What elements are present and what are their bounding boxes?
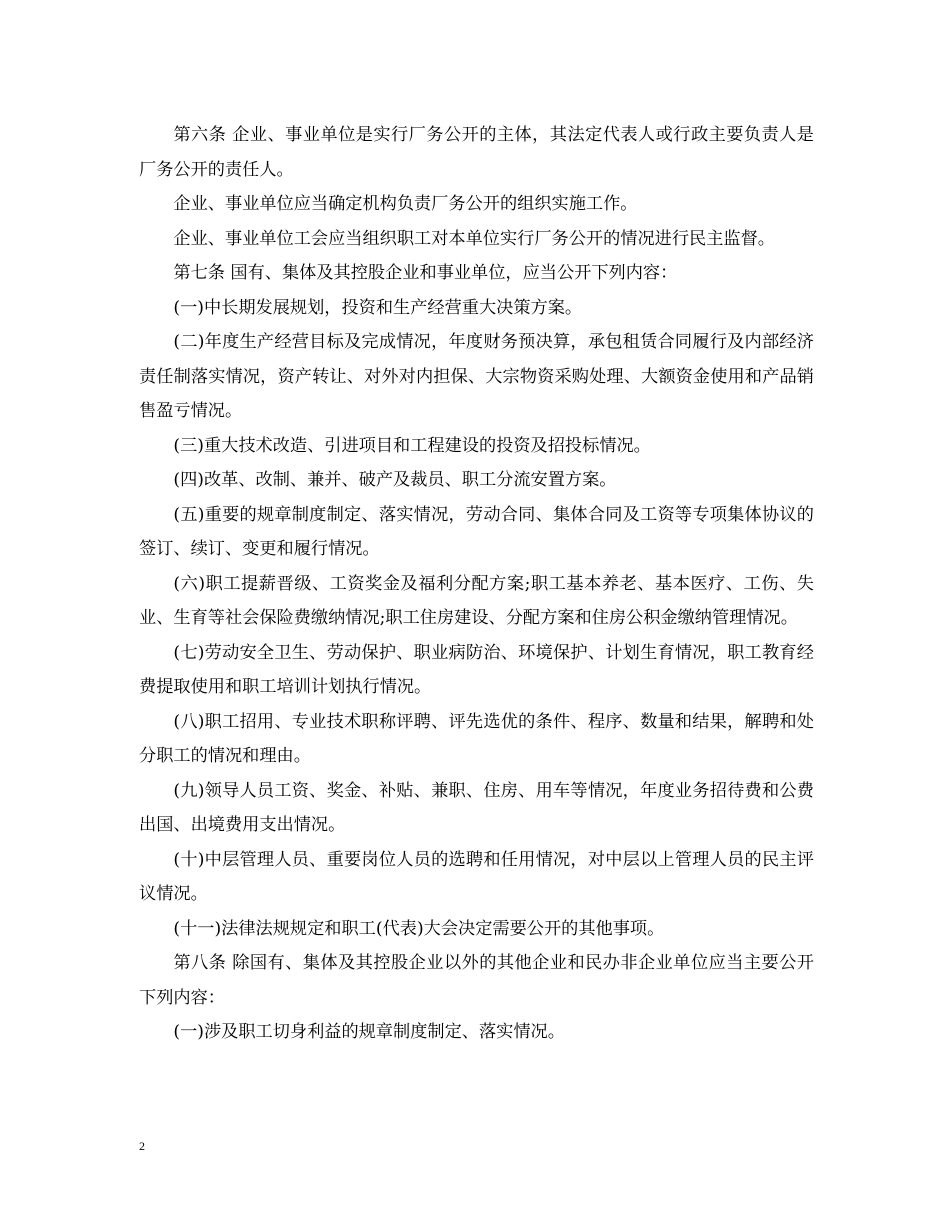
document-body [139, 118, 814, 1050]
paragraph-article-7: 第七条 国有、集体及其控股企业和事业单位，应当公开下列内容： [173, 263, 678, 283]
paragraph-article-7-item-8: (八)职工招用、专业技术职称评聘、评先选优的条件、程序、数量和结果，解聘和处分职工的情况和理由。 [139, 711, 814, 766]
paragraph-article-7-item-11: (十一)法律法规规定和职工(代表)大会决定需要公开的其他事项。 [173, 918, 665, 939]
paragraph-article-7-item-9: (九)领导人员工资、奖金、补贴、兼职、住房、用车等情况，年度业务招待费和公费出国、出境费用支出情况。 [139, 780, 814, 835]
paragraph-article-7-item-4: (四)改革、改制、兼并、破产及裁员、职工分流安置方案。 [173, 470, 617, 490]
paragraph-article-7-item-5: (五)重要的规章制度制定、落实情况，劳动合同、集体合同及工资等专项集体协议的签订、续订、变更和履行情况。 [139, 504, 814, 559]
page-number: 2 [139, 1139, 145, 1153]
paragraph-article-6-union: 企业、事业单位工会应当组织职工对本单位实行厂务公开的情况进行民主监督。 [173, 228, 775, 249]
paragraph-article-7-item-3: (三)重大技术改造、引进项目和工程建设的投资及招投标情况。 [173, 435, 651, 456]
paragraph-article-6: 第六条 企业、事业单位是实行厂务公开的主体，其法定代表人或行政主要负责人是厂务公开的责任人。 [139, 125, 814, 180]
paragraph-article-7-item-10: (十)中层管理人员、重要岗位人员的选聘和任用情况，对中层以上管理人员的民主评议情况。 [139, 849, 814, 904]
paragraph-article-7-item-1: (一)中长期发展规划，投资和生产经营重大决策方案。 [173, 297, 583, 318]
paragraph-article-7-item-7: (七)劳动安全卫生、劳动保护、职业病防治、环境保护、计划生育情况，职工教育经费提取使用和职工培训计划执行情况。 [139, 642, 814, 697]
paragraph-article-8-item-1: (一)涉及职工切身利益的规章制度制定、落实情况。 [173, 1022, 565, 1042]
paragraph-article-8: 第八条 除国有、集体及其控股企业以外的其他企业和民办非企业单位应当主要公开下列内容： [139, 953, 814, 1008]
paragraph-article-7-item-2: (二)年度生产经营目标及完成情况，年度财务预决算，承包租赁合同履行及内部经济责任制落实情况，资产转让、对外对内担保、大宗物资采购处理、大额资金使用和产品销售盈亏情况。 [139, 332, 814, 421]
paragraph-article-6-organization: 企业、事业单位应当确定机构负责厂务公开的组织实施工作。 [173, 194, 638, 214]
paragraph-article-7-item-6: (六)职工提薪晋级、工资奖金及福利分配方案;职工基本养老、基本医疗、工伤、失业、生育等社会保险费缴纳情况;职工住房建设、分配方案和住房公积金缴纳管理情况。 [139, 573, 814, 628]
